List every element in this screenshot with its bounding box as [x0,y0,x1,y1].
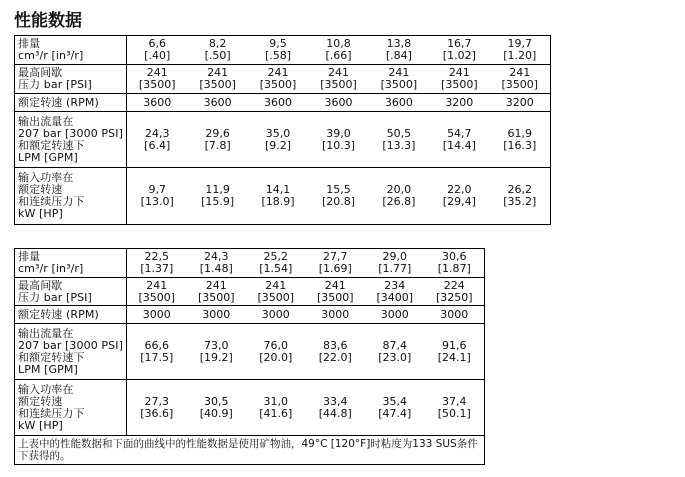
value-cell [248,128,308,152]
value-cell [127,128,187,152]
label-line: 最高间歇 [18,66,63,79]
imperial-value: [41.6] [259,406,293,420]
imperial-value: [20.0] [259,350,293,364]
values [127,184,550,208]
metric-value: 76,0 [263,338,288,352]
value-cell [306,340,366,364]
row-power [15,168,551,225]
imperial-value: [3500] [197,290,235,304]
imperial-value: [.84] [385,49,412,62]
performance-table-2 [14,248,485,465]
metric-value: 73,0 [204,338,229,352]
value-cell [246,396,306,420]
value-cell [248,97,308,109]
values [127,128,550,152]
imperial-value: [47.4] [378,406,412,420]
metric-value: 15,5 [326,183,351,196]
value-cell [187,97,247,109]
value-cell [127,67,187,91]
row-power [15,380,485,436]
metric-value: 29,0 [382,250,407,263]
imperial-value: [15.9] [201,195,235,208]
metric-value: 241 [267,66,289,79]
metric-value: 24,3 [144,126,170,140]
metric-value: 16,7 [447,37,472,50]
metric-value: 241 [327,66,349,79]
value-cell [365,251,425,275]
label-line: 输入功率在 [18,382,74,396]
label-line: 和额定转速下 [18,138,85,152]
label-max-pressure [15,278,127,306]
values [127,280,484,304]
value-cell [425,309,485,321]
label-displacement [15,249,127,278]
metric-value: 35,4 [382,394,407,408]
value-cell [187,128,247,152]
value-cell [308,97,368,109]
imperial-value: [14.4] [442,138,476,152]
metric-value: 3000 [202,307,231,321]
metric-value: 241 [448,66,470,79]
metric-value: 83,6 [323,338,348,352]
value-cell [429,38,489,62]
value-cell [127,38,187,62]
label-line: cm³/r [in³/r] [18,262,84,275]
label-line: 压力 bar [PSI] [18,78,92,91]
label-line: 额定转速 (RPM) [18,307,99,321]
imperial-value: [36.6] [140,406,174,420]
metric-value: 3200 [445,95,474,109]
metric-value: 241 [146,66,168,79]
value-cell [429,97,489,109]
imperial-value: [23.0] [378,350,412,364]
value-cell [246,280,306,304]
imperial-value: [1.20] [503,49,537,62]
metric-value: 61,9 [507,126,532,140]
label-line: 额定转速 [18,183,63,196]
metric-value: 10,8 [326,37,351,50]
imperial-value: [1.48] [199,262,233,275]
value-cell [490,38,550,62]
value-cell [369,128,429,152]
metric-value: 27,3 [144,394,169,408]
imperial-value: [20.8] [321,195,356,208]
metric-value: 24,3 [204,250,229,263]
imperial-value: [13.0] [140,195,174,208]
imperial-value: [3500] [501,78,539,91]
metric-value: 224 [443,278,465,292]
imperial-value: [3500] [259,78,297,91]
metric-value: 22,0 [447,183,472,196]
row-flow [15,324,485,380]
imperial-value: [40.9] [199,406,233,420]
imperial-value: [24.1] [437,350,471,364]
value-cell [306,280,366,304]
label-line: 排量 [18,37,41,50]
imperial-value: [3250] [435,290,473,304]
imperial-value: [1.37] [140,262,174,275]
imperial-value: [.58] [265,49,292,62]
value-cell [248,184,308,208]
metric-value: 241 [205,278,227,292]
metric-value: 20,0 [386,183,412,196]
metric-value: 3000 [142,307,171,321]
metric-value: 3000 [440,307,469,321]
value-cell [308,184,368,208]
imperial-value: [10.3] [321,138,356,152]
imperial-value: [3500] [441,78,478,91]
imperial-value: [17.5] [140,350,174,364]
metric-value: 241 [207,66,229,79]
label-line: 207 bar [3000 PSI] [18,126,123,140]
imperial-value: [1.77] [378,262,412,275]
label-flow [15,112,127,168]
row-max-pressure [15,278,485,306]
metric-value: 27,7 [323,250,348,263]
value-cell [429,128,489,152]
metric-value: 9,5 [269,37,287,50]
imperial-value: [26.8] [382,195,416,208]
row-flow [15,112,551,168]
label-line: 输出流量在 [18,114,74,128]
metric-value: 9,7 [148,183,166,196]
label-line: LPM [GPM] [18,150,78,164]
values [127,396,484,420]
value-cell [187,67,247,91]
row-max-pressure [15,65,551,94]
metric-value: 3600 [324,95,353,109]
metric-value: 11,9 [205,183,230,196]
metric-value: 37,4 [442,394,467,408]
metric-value: 54,7 [447,126,472,140]
value-cell [308,128,368,152]
label-line: kW [HP] [18,418,63,432]
imperial-value: [1.54] [259,262,293,275]
imperial-value: [3500] [199,78,236,91]
imperial-value: [1.69] [318,262,352,275]
value-cell [246,340,306,364]
value-cell [187,340,247,364]
imperial-value: [3500] [320,78,357,91]
label-rated-speed [15,94,127,112]
label-line: LPM [GPM] [18,362,78,376]
imperial-value: [50.1] [437,406,471,420]
imperial-value: [6.4] [144,138,171,152]
metric-value: 31,0 [263,394,288,408]
value-cell [187,396,247,420]
metric-value: 241 [509,66,531,79]
label-max-pressure [15,65,127,94]
imperial-value: [19.2] [199,350,233,364]
metric-value: 13,8 [386,37,412,50]
value-cell [369,67,429,91]
metric-value: 3600 [203,95,232,109]
imperial-value: [22.0] [318,350,352,364]
row-rated-speed [15,306,485,324]
label-line: 和连续压力下 [18,195,85,208]
label-line: kW [HP] [18,207,63,220]
metric-value: 14,1 [265,183,291,196]
row-displacement [15,249,485,278]
value-cell [127,97,187,109]
metric-value: 26,2 [507,183,532,196]
metric-value: 3000 [380,307,409,321]
value-cell [306,396,366,420]
imperial-value: [3500] [316,290,354,304]
value-cell [127,280,187,304]
label-power [15,168,127,225]
value-cell [127,251,187,275]
metric-value: 35,0 [265,126,291,140]
table-note: 上表中的性能数据和下面的曲线中的性能数据是使用矿物油，49°C [120°F]时粘度为133 SUS条件下获得的。 [15,436,485,465]
value-cell [127,309,187,321]
metric-value: 66,6 [144,338,169,352]
value-cell [127,184,187,208]
imperial-value: [18.9] [261,195,295,208]
value-cell [429,184,489,208]
imperial-value: [1.87] [437,262,471,275]
metric-value: 241 [146,278,168,292]
value-cell [490,184,550,208]
label-rated-speed [15,306,127,324]
value-cell [429,67,489,91]
imperial-value: [3500] [138,290,176,304]
metric-value: 33,4 [323,394,348,408]
value-cell [425,251,485,275]
imperial-value: [.50] [204,49,231,62]
value-cell [187,280,247,304]
value-cell [187,184,247,208]
metric-value: 30,6 [442,250,467,263]
value-cell [369,97,429,109]
metric-value: 91,6 [442,338,467,352]
metric-value: 22,5 [144,250,169,263]
label-line: 额定转速 (RPM) [18,95,99,109]
value-cell [425,280,485,304]
row-note [15,436,485,465]
value-cell [248,67,308,91]
imperial-value: [35.2] [503,195,537,208]
label-line: 和额定转速下 [18,350,85,364]
imperial-value: [3400] [376,290,414,304]
imperial-value: [3500] [380,78,418,91]
values [127,67,550,91]
imperial-value: [29,4] [442,195,476,208]
imperial-value: [44.8] [318,406,352,420]
page-title: 性能数据 [14,11,82,31]
value-cell [246,309,306,321]
metric-value: 19,7 [507,37,532,50]
imperial-value: [3500] [138,78,176,91]
label-line: 和连续压力下 [18,406,85,420]
metric-value: 3600 [264,95,293,109]
value-cell [187,309,247,321]
value-cell [425,340,485,364]
metric-value: 29,6 [205,126,230,140]
value-cell [490,67,550,91]
value-cell [365,340,425,364]
label-power [15,380,127,436]
value-cell [306,309,366,321]
metric-value: 8,2 [208,37,227,50]
row-displacement [15,36,551,65]
metric-value: 3200 [505,95,534,109]
imperial-value: [1.02] [442,49,476,62]
value-cell [187,251,247,275]
label-line: 排量 [18,250,41,263]
metric-value: 30,5 [204,394,229,408]
value-cell [425,396,485,420]
value-cell [248,38,308,62]
imperial-value: [.66] [325,49,352,62]
label-line: 输出流量在 [18,326,74,340]
metric-value: 6,6 [148,37,166,50]
value-cell [127,396,187,420]
row-rated-speed [15,94,551,112]
metric-value: 241 [265,278,287,292]
metric-value: 87,4 [382,338,407,352]
values [127,251,484,275]
value-cell [365,396,425,420]
label-displacement [15,36,127,65]
value-cell [365,309,425,321]
value-cell [369,184,429,208]
value-cell [306,251,366,275]
value-cell [308,67,368,91]
values [127,309,484,321]
value-cell [490,97,550,109]
metric-value: 39,0 [326,126,351,140]
value-cell [246,251,306,275]
label-line: 压力 bar [PSI] [18,290,92,304]
metric-value: 25,2 [263,250,288,263]
value-cell [365,280,425,304]
label-line: 207 bar [3000 PSI] [18,338,123,352]
label-flow [15,324,127,380]
value-cell [369,38,429,62]
values [127,340,484,364]
value-cell [187,38,247,62]
label-line: 输入功率在 [18,171,74,184]
metric-value: 241 [324,278,346,292]
imperial-value: [13.3] [382,138,416,152]
value-cell [490,128,550,152]
metric-value: 234 [384,278,406,292]
label-line: cm³/r [in³/r] [18,49,84,62]
value-cell [308,38,368,62]
metric-value: 241 [388,66,410,79]
value-cell [127,340,187,364]
imperial-value: [7.8] [204,138,231,152]
metric-value: 3000 [321,307,350,321]
label-line: 额定转速 [18,394,63,408]
values [127,38,550,62]
imperial-value: [9.2] [265,138,292,152]
imperial-value: [.40] [144,49,171,62]
metric-value: 3600 [384,95,413,109]
values [127,97,550,109]
imperial-value: [3500] [257,290,295,304]
metric-value: 3600 [143,95,172,109]
performance-table-1 [14,35,551,225]
label-line: 最高间歇 [18,278,63,292]
metric-value: 3000 [261,307,290,321]
imperial-value: [16.3] [503,138,537,152]
metric-value: 50,5 [386,126,412,140]
